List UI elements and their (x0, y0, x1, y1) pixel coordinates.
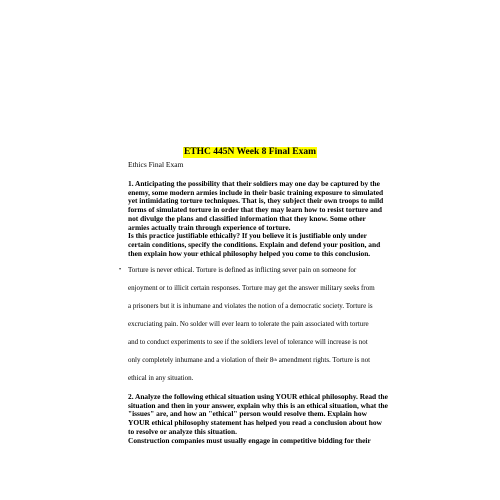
document-title: ETHC 445N Week 8 Final Exam (183, 147, 317, 157)
question-2-scenario: Construction companies must usually engage in competitive bidding for their (128, 435, 371, 445)
question-1 (128, 180, 388, 258)
answer-1-line: and to conduct experiments to see if the soldiers level of tolerance will increase is not (128, 338, 368, 346)
question-1-prompt: 1. Anticipating the possibility that their soldiers may one day be captured by the enemy, some modern armies include in their basic training exposure to simulated yet intimidating torture techniques. That is, they subject their own troops to mild forms of simulated torture in order that they may learn how to resist torture and not divulge the plans and classified information that they know. Some other armies actually train through experience of torture. (128, 179, 384, 232)
document-subtitle: Ethics Final Exam (128, 160, 184, 169)
question-2-prompt: 2. Analyze the following ethical situation using YOUR ethical philosophy. Read the situation and then in your answer, explain why this is an ethical situation, what the "issues" are, and how an "ethical" person would resolve them. Explain how YOUR ethical philosophy statement has helped you read a conclusion about how to resolve or analyze this situation. (128, 392, 388, 436)
answer-1-line: a prisoners but it is inhumane and violates the notion of a democratic society. Torture is (128, 302, 373, 310)
bullet-icon: • (119, 267, 122, 273)
answer-1-line-text: amendment rights. Torture is not (276, 356, 371, 364)
ordinal-suffix: th (273, 357, 277, 362)
answer-1-line: Torture is never ethical. Torture is defined as inflicting sever pain on someone for (128, 266, 357, 274)
answer-1-line (128, 356, 370, 365)
answer-1-line-text: only completely inhumane and a violation of their 8 (128, 356, 274, 364)
question-2 (128, 393, 388, 445)
answer-1-line: ethical in any situation. (128, 374, 194, 382)
answer-1-line: excruciating pain. No solder will ever learn to tolerate the pain associated with torture (128, 320, 369, 328)
answer-1-line: enjoyment or to illicit certain responses. Torture may get the answer military seeks from (128, 284, 375, 292)
question-1-instructions: Is this practice justifiable ethically? If you believe it is justifiable only under certain conditions, specify the conditions. Explain and defend your position, and then explain how your ethical philosophy helped you come to this conclusion. (128, 231, 381, 258)
